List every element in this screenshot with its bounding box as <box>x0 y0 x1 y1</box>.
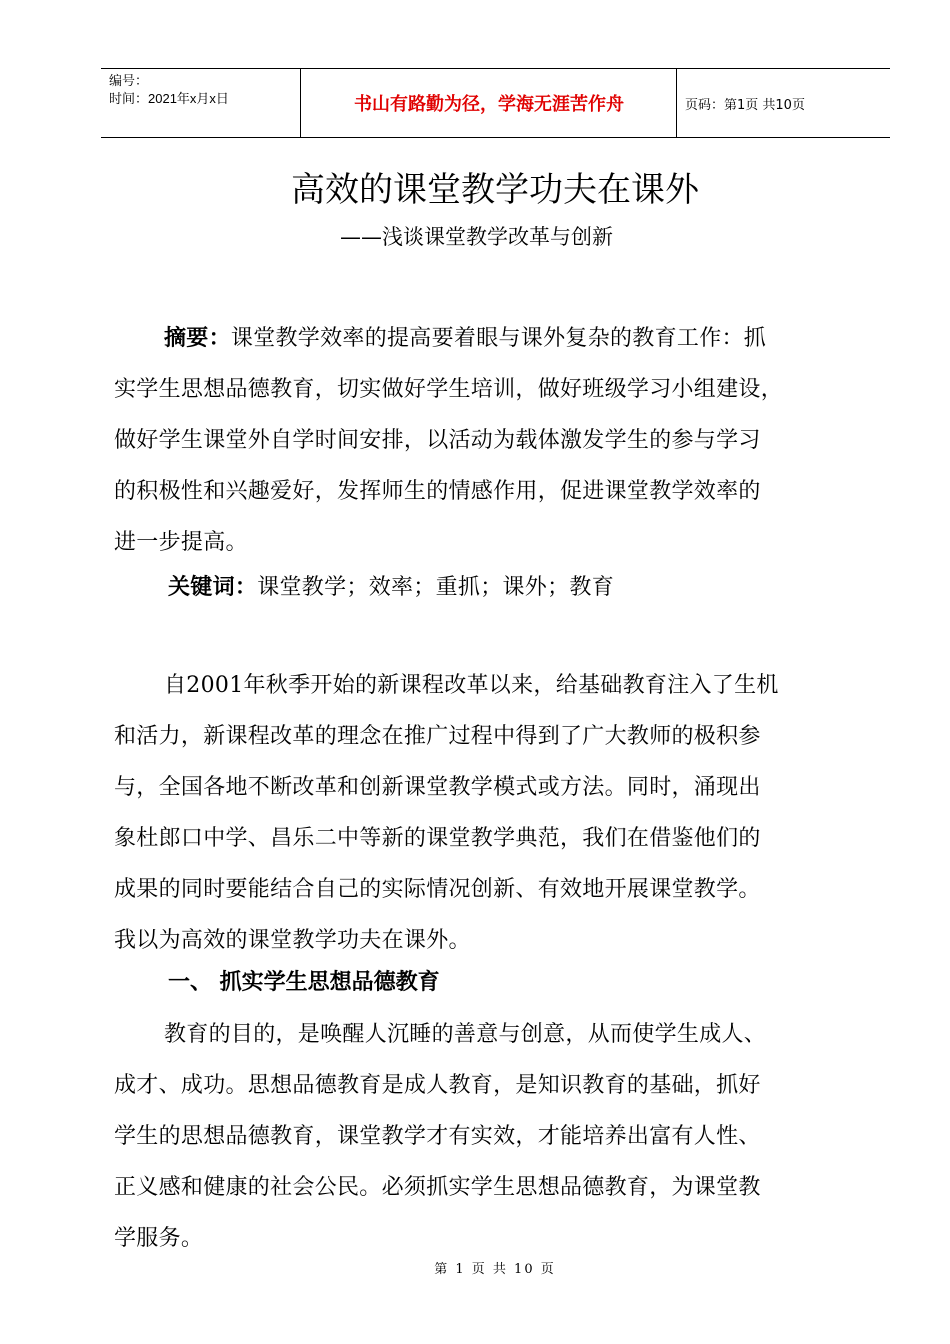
abstract-label: 摘要： <box>164 326 231 351</box>
document-header <box>101 68 890 138</box>
header-page-info: 页码：第1页 共10页 <box>685 97 805 113</box>
keywords-label: 关键词： <box>168 575 258 600</box>
intro-line: 自2001年秋季开始的新课程改革以来，给基础教育注入了生机 <box>164 673 779 698</box>
header-meta-cell <box>101 69 301 137</box>
abstract-line: 做好学生课堂外自学时间安排，以活动为载体激发学生的参与学习 <box>114 428 761 453</box>
abstract-line <box>114 313 884 364</box>
intro-line: 与，全国各地不断改革和创新课堂教学模式或方法。同时，涌现出 <box>114 775 761 800</box>
section-heading: 一、 抓实学生思想品德教育 <box>168 970 440 995</box>
date-label: 时间：2021年x月x日 <box>109 91 229 106</box>
abstract-text: 课堂教学效率的提高要着眼与课外复杂的教育工作：抓 <box>230 326 767 351</box>
intro-line: 和活力，新课程改革的理念在推广过程中得到了广大教师的极积参 <box>114 724 761 749</box>
abstract-line: 实学生思想品德教育，切实做好学生培训，做好班级学习小组建设， <box>114 377 784 402</box>
abstract-paragraph <box>114 313 884 568</box>
intro-paragraph <box>114 660 884 966</box>
section-line: 学服务。 <box>114 1226 204 1251</box>
header-motto: 书山有路勤为径，学海无涯苦作舟 <box>302 69 677 137</box>
intro-line: 象杜郎口中学、昌乐二中等新的课堂教学典范，我们在借鉴他们的 <box>114 826 761 851</box>
document-title: 高效的课堂教学功夫在课外 <box>291 170 699 210</box>
keywords-text: 课堂教学；效率；重抓；课外；教育 <box>257 575 615 600</box>
section-line: 成才、成功。思想品德教育是成人教育，是知识教育的基础，抓好 <box>114 1073 761 1098</box>
abstract-line: 的积极性和兴趣爱好，发挥师生的情感作用，促进课堂教学效率的 <box>114 479 761 504</box>
intro-line: 成果的同时要能结合自己的实际情况创新、有效地开展课堂教学。 <box>114 877 761 902</box>
section-line: 学生的思想品德教育，课堂教学才有实效，才能培养出富有人性、 <box>114 1124 761 1149</box>
keywords-line <box>168 562 938 613</box>
section-line: 正义感和健康的社会公民。必须抓实学生思想品德教育，为课堂教 <box>114 1175 761 1200</box>
intro-line: 我以为高效的课堂教学功夫在课外。 <box>114 928 471 953</box>
abstract-line: 进一步提高。 <box>114 530 248 555</box>
section-paragraph <box>114 1009 884 1264</box>
document-subtitle: ——浅谈课堂教学改革与创新 <box>340 225 613 249</box>
page-footer: 第 1 页 共 10 页 <box>434 1262 556 1277</box>
section-line: 教育的目的，是唤醒人沉睡的善意与创意，从而使学生成人、 <box>164 1022 767 1047</box>
number-label: 编号： <box>109 73 149 88</box>
